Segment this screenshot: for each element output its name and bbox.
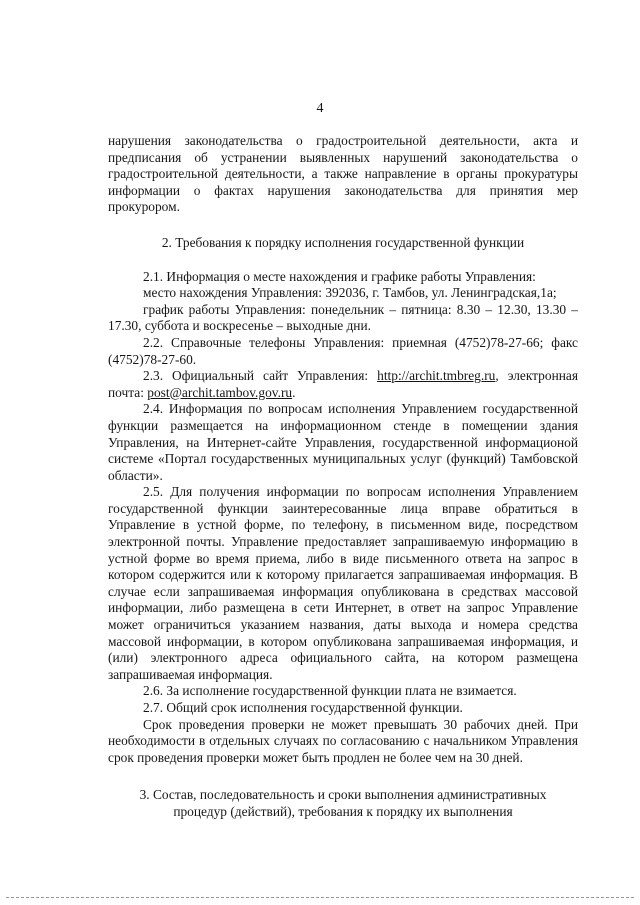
site-label: 2.3. Официальный сайт Управления: [143, 368, 378, 384]
paragraph-2-7-text: Срок проведения проверки не может превышать 30 рабочих дней. При необходимости в отдельных случаях по согласованию с начальником Управления срок проведения проверки может быть продлен не более чем на 30 дней. [108, 716, 578, 765]
paragraph-2-2: 2.2. Справочные телефоны Управления: приемная (4752)78-27-66; факс (4752)78-27-60. [108, 334, 578, 367]
paragraph-2-3 [108, 368, 578, 401]
paragraph-2-7: 2.7. Общий срок исполнения государственной функции. [143, 700, 463, 715]
paragraph-2-1-schedule: график работы Управления: понедельник – пятница: 8.30 – 12.30, 13.30 – 17.30, суббота и воскресенье – выходные дни. [108, 301, 578, 334]
section-2-heading: 2. Требования к порядку исполнения государственной функции [161, 234, 525, 250]
section-3-heading-line-1: 3. Состав, последовательность и сроки выполнения административных [139, 787, 547, 803]
paragraph-2-4: 2.4. Информация по вопросам исполнения Управлением государственной функции размещается на информационном стенде в помещении здания Управления, на Интернет-сайте Управления, государственной информационой системе «Портал государственных муниципальных услуг (функций) Тамбовской области». [108, 401, 578, 483]
continuation-paragraph: нарушения законодательства о градостроительной деятельности, акта и предписания об устранении выявленных нарушений законодательства о градостроительной деятельности, а также направление в органы прокуратуры информации о фактах нарушения законодательства для принятия мер прокурором. [108, 133, 578, 215]
email-link[interactable]: post@archit.tambov.gov.ru [147, 384, 293, 400]
section-3-heading-line-2: процедур (действий), требования к порядку их выполнения [173, 804, 513, 820]
paragraph-2-5: 2.5. Для получения информации по вопросам исполнения Управлением государственной функции заинтересованные лица вправе обратиться в Управление в устной форме, по телефону, в письменном виде, посредством электронной почты. Управление предоставляет запрашиваемую информацию в устной форме во время приема, либо в виде письменного ответа на запрос в котором содержится или к которому прилагается запрашиваемая информация. В случае если запрашиваемая информация опубликована в средствах массовой информации, либо размещена в сети Интернет, в ответ на запрос Управление может ограничиться указанием названия, даты выхода и номера средства массовой информации, в котором опубликована запрашиваемая информация, и (или) электронного адреса официального сайта, на котором размещена запрашиваемая информация. [108, 484, 578, 682]
page-number: 4 [316, 101, 324, 116]
paragraph-2-3-end: . [292, 384, 296, 400]
paragraph-2-1: 2.1. Информация о месте нахождения и графике работы Управления: [143, 268, 536, 284]
paragraph-2-6: 2.6. За исполнение государственной функции плата не взимается. [143, 683, 517, 699]
section-3-heading [108, 786, 578, 820]
page-bottom-edge [6, 897, 634, 898]
official-site-link[interactable]: http://archit.tmbreg.ru [377, 368, 496, 384]
document-body [108, 133, 578, 820]
email-label: , электронная почта: [108, 368, 578, 400]
paragraph-2-1-address: место нахождения Управления: 392036, г. Тамбов, ул. Ленинградская,1а; [143, 285, 557, 301]
